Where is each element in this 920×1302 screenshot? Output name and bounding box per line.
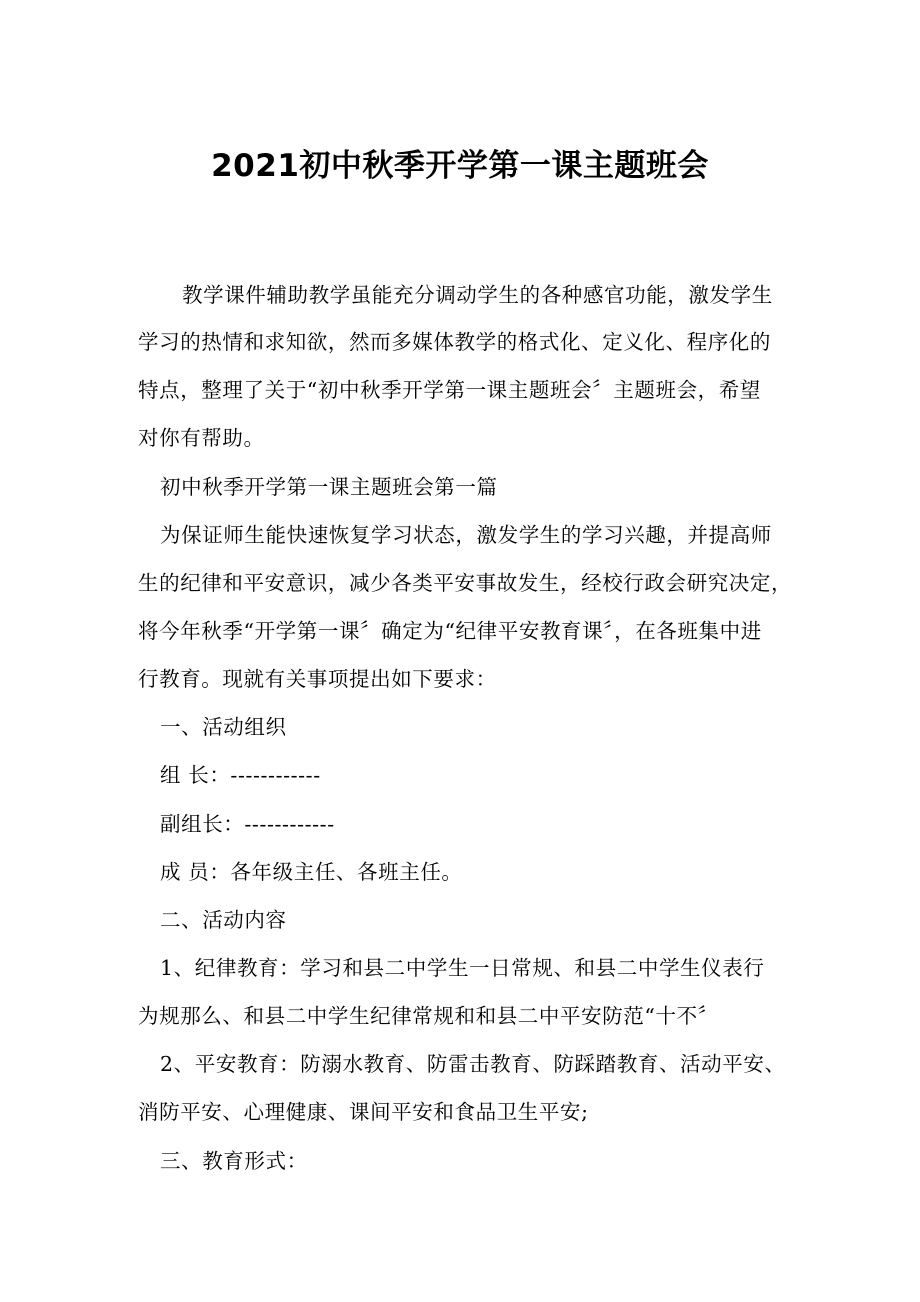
list-item: 消防平安、心理健康、课间平安和食品卫生平安; bbox=[138, 1100, 589, 1124]
paragraph-line: 生的纪律和平安意识，减少各类平安事故发生，经校行政会研究决定， bbox=[138, 571, 793, 595]
paragraph-line: 行教育。现就有关事项提出如下要求： bbox=[138, 667, 497, 691]
list-item: 1、纪律教育：学习和县二中学生一日常规、和县二中学生仪表行 bbox=[160, 956, 765, 980]
paragraph-line: 学习的热情和求知欲，然而多媒体教学的格式化、定义化、程序化的 bbox=[138, 330, 771, 354]
list-item: 成 员：各年级主任、各班主任。 bbox=[160, 860, 463, 884]
paragraph-line: 为保证师生能快速恢复学习状态，激发学生的学习兴趣，并提高师 bbox=[160, 523, 772, 547]
list-item: 2、平安教育：防溺水教育、防雷击教育、防踩踏教育、活动平安、 bbox=[160, 1052, 786, 1076]
list-item: 为规那么、和县二中学生纪律常规和和县二中平安防范“十不〞 bbox=[138, 1004, 719, 1028]
list-item: 组 长：------------ bbox=[160, 763, 321, 787]
list-heading: 一、活动组织 bbox=[160, 715, 287, 739]
paragraph-line: 将今年秋季“开学第一课〞确定为“纪律平安教育课〞，在各班集中进 bbox=[138, 619, 762, 643]
list-heading: 三、教育形式： bbox=[160, 1149, 308, 1173]
list-item: 副组长：------------ bbox=[160, 812, 335, 836]
paragraph-line: 对你有帮助。 bbox=[138, 426, 265, 450]
section-heading: 初中秋季开学第一课主题班会第一篇 bbox=[160, 475, 498, 499]
list-heading: 二、活动内容 bbox=[160, 908, 287, 932]
paragraph-line: 特点，整理了关于“初中秋季开学第一课主题班会〞主题班会，希望 bbox=[138, 378, 761, 402]
document-title: 2021初中秋季开学第一课主题班会 bbox=[211, 148, 709, 184]
paragraph-line: 教学课件辅助教学虽能充分调动学生的各种感官功能，激发学生 bbox=[182, 283, 773, 307]
